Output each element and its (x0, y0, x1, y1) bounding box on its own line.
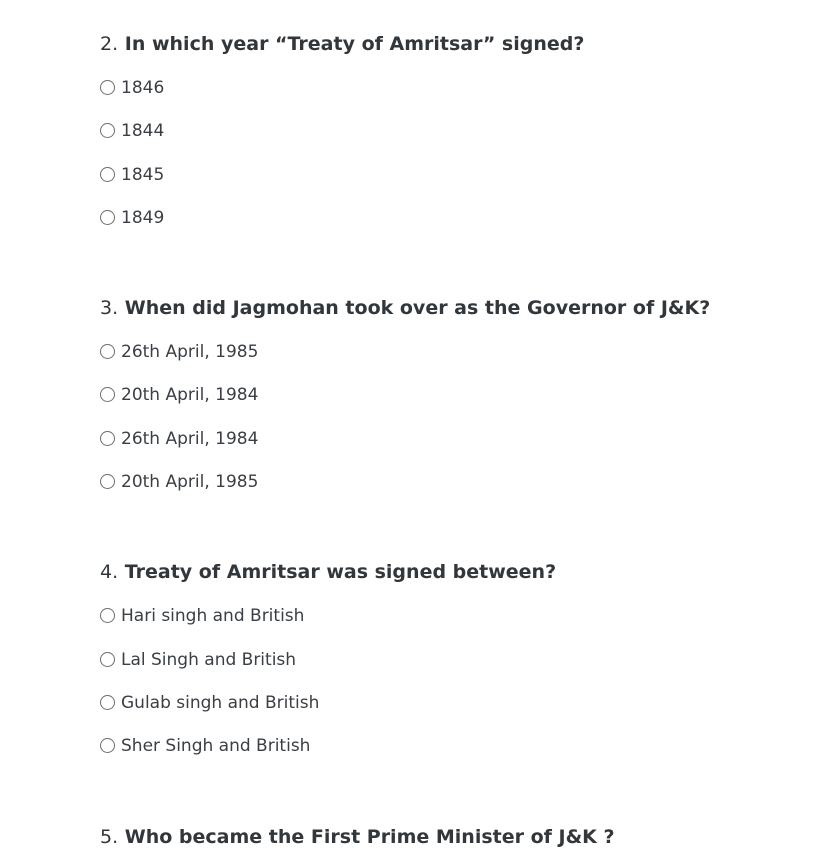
answer-option[interactable] (100, 340, 800, 383)
question-4 (100, 556, 800, 777)
question-5 (100, 821, 800, 853)
question-2 (100, 28, 800, 249)
question-3 (100, 292, 800, 513)
answer-label[interactable]: 20th April, 1984 (121, 385, 259, 406)
answer-option[interactable] (100, 206, 800, 249)
answer-option[interactable] (100, 470, 800, 513)
radio-button[interactable] (100, 474, 115, 489)
answer-label[interactable]: 1846 (121, 78, 165, 98)
question-text: Treaty of Amritsar was signed between? (124, 561, 557, 584)
answer-label[interactable]: Hari singh and British (121, 606, 305, 627)
answer-option[interactable] (100, 427, 800, 470)
question-title (100, 292, 800, 324)
answer-label[interactable]: 26th April, 1985 (121, 342, 259, 363)
answer-option[interactable] (100, 76, 800, 119)
radio-button[interactable] (100, 167, 115, 182)
radio-button[interactable] (100, 80, 115, 95)
question-title (100, 28, 800, 60)
radio-button[interactable] (100, 387, 115, 402)
answer-option[interactable] (100, 734, 800, 777)
answer-option[interactable] (100, 119, 800, 162)
question-number: 2. (100, 33, 119, 55)
question-number: 5. (100, 825, 119, 848)
question-number: 4. (100, 561, 119, 584)
question-number: 3. (100, 297, 119, 320)
answer-label[interactable]: 1849 (121, 207, 165, 228)
answer-option[interactable] (100, 691, 800, 734)
radio-button[interactable] (100, 608, 115, 623)
radio-button[interactable] (100, 123, 115, 138)
answer-label[interactable]: 20th April, 1985 (121, 472, 259, 493)
answer-label[interactable]: Lal Singh and British (121, 649, 297, 670)
answer-label[interactable]: 26th April, 1984 (121, 428, 259, 449)
answer-label[interactable]: 1844 (121, 121, 165, 142)
answer-option[interactable] (100, 648, 800, 691)
answer-options (100, 604, 800, 777)
answer-options (100, 76, 800, 249)
answer-option[interactable] (100, 163, 800, 206)
question-text: Who became the First Prime Minister of J&K ? (124, 825, 615, 848)
radio-button[interactable] (100, 652, 115, 667)
question-title (100, 821, 800, 853)
radio-button[interactable] (100, 695, 115, 710)
answer-label[interactable]: 1845 (121, 164, 165, 185)
radio-button[interactable] (100, 210, 115, 225)
question-text: In which year “Treaty of Amritsar” signed? (124, 33, 585, 55)
radio-button[interactable] (100, 344, 115, 359)
answer-option[interactable] (100, 383, 800, 426)
radio-button[interactable] (100, 738, 115, 753)
answer-option[interactable] (100, 604, 800, 647)
answer-label[interactable]: Gulab singh and British (121, 692, 320, 713)
quiz-container (100, 28, 800, 853)
answer-options (100, 340, 800, 513)
radio-button[interactable] (100, 431, 115, 446)
answer-label[interactable]: Sher Singh and British (121, 736, 311, 757)
question-title (100, 556, 800, 588)
question-text: When did Jagmohan took over as the Governor of J&K? (124, 297, 711, 320)
